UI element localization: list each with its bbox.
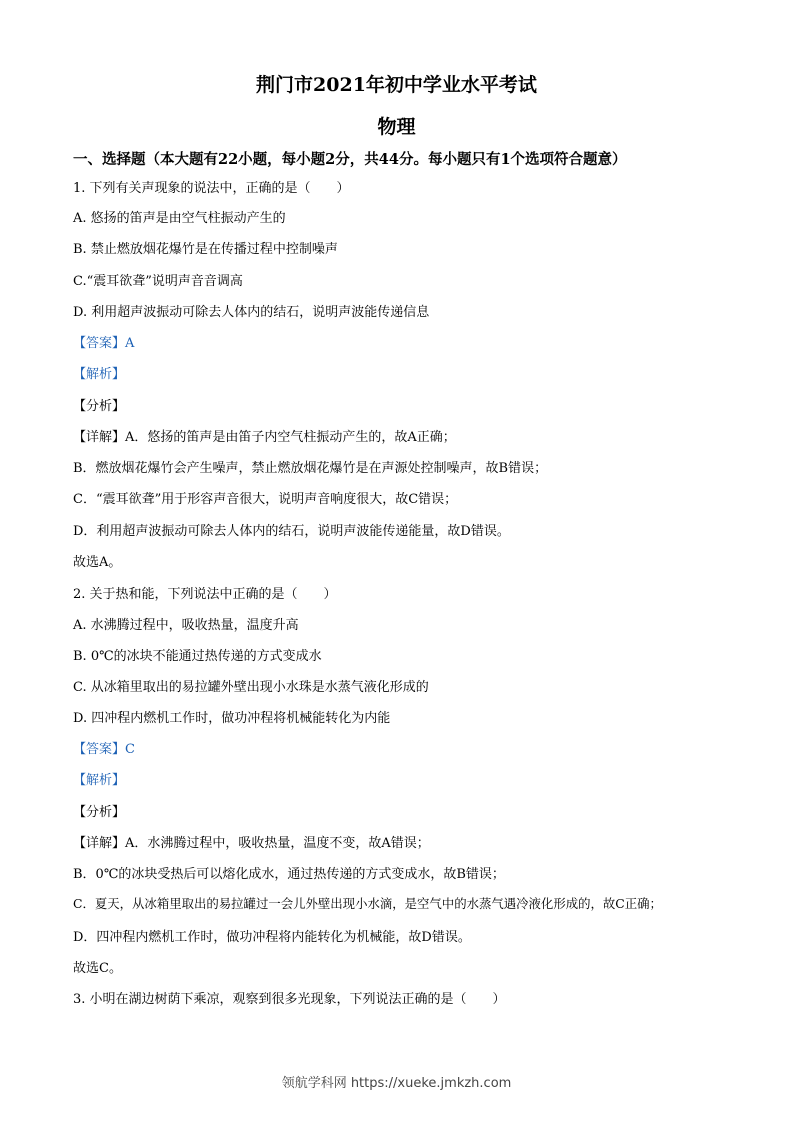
fenxi-label: 【分析】 [73, 805, 126, 820]
question-1-option-c: C.“震耳欲聋”说明声音音调高 [73, 274, 243, 289]
question-1-stem: 1. 下列有关声现象的说法中，正确的是（ ） [73, 181, 350, 196]
detail-line: 【详解】A．水沸腾过程中，吸收热量，温度不变，故A错误； [73, 836, 430, 851]
footer-watermark: 领航学科网 https://xueke.jmkzh.com [281, 1076, 512, 1091]
detail-line: B．燃放烟花爆竹会产生噪声，禁止燃放烟花爆竹是在声源处控制噪声，故B错误； [73, 461, 548, 476]
question-1-option-b: B. 禁止燃放烟花爆竹是在传播过程中控制噪声 [73, 242, 338, 257]
detail-line: B．0℃的冰块受热后可以熔化成水，通过热传递的方式变成水，故B错误； [73, 867, 505, 882]
analysis-label: 【解析】 [73, 367, 126, 382]
detail-line: D．四冲程内燃机工作时，做功冲程将内能转化为机械能，故D错误。 [73, 930, 471, 945]
detail-line: C．夏天，从冰箱里取出的易拉罐过一会儿外壁出现小水滴，是空气中的水蒸气遇冷液化形成的，故C正确； [73, 896, 662, 911]
question-2-option-b: B. 0℃的冰块不能通过热传递的方式变成水 [73, 649, 322, 664]
choice-conclusion: 故选C。 [73, 961, 122, 976]
question-2-stem: 2. 关于热和能，下列说法中正确的是（ ） [73, 587, 337, 602]
detail-line: D．利用超声波振动可除去人体内的结石，说明声波能传递能量，故D错误。 [73, 524, 510, 539]
question-1-option-d: D. 利用超声波振动可除去人体内的结石，说明声波能传递信息 [73, 305, 430, 320]
answer-label: 【答案】C [73, 742, 135, 757]
choice-conclusion: 故选A。 [73, 555, 122, 570]
analysis-label: 【解析】 [73, 773, 126, 788]
section-heading: 一、选择题（本大题有22小题，每小题2分，共44分。每小题只有1个选项符合题意） [73, 151, 627, 168]
fenxi-label: 【分析】 [73, 399, 126, 414]
answer-label: 【答案】A [73, 336, 135, 351]
question-1-option-a: A. 悠扬的笛声是由空气柱振动产生的 [73, 211, 286, 226]
exam-title: 荆门市2021年初中学业水平考试 [256, 74, 537, 96]
question-2-option-d: D. 四冲程内燃机工作时，做功冲程将机械能转化为内能 [73, 711, 391, 726]
subject-title: 物理 [377, 116, 416, 138]
question-2-option-c: C. 从冰箱里取出的易拉罐外壁出现小水珠是水蒸气液化形成的 [73, 680, 429, 695]
detail-line: 【详解】A．悠扬的笛声是由笛子内空气柱振动产生的，故A正确； [73, 430, 456, 445]
question-3-stem: 3. 小明在湖边树荫下乘凉，观察到很多光现象，下列说法正确的是（ ） [73, 992, 506, 1007]
detail-line: C．“震耳欲聋”用于形容声音很大，说明声音响度很大，故C错误； [73, 492, 458, 507]
question-2-option-a: A. 水沸腾过程中，吸收热量，温度升高 [73, 618, 299, 633]
